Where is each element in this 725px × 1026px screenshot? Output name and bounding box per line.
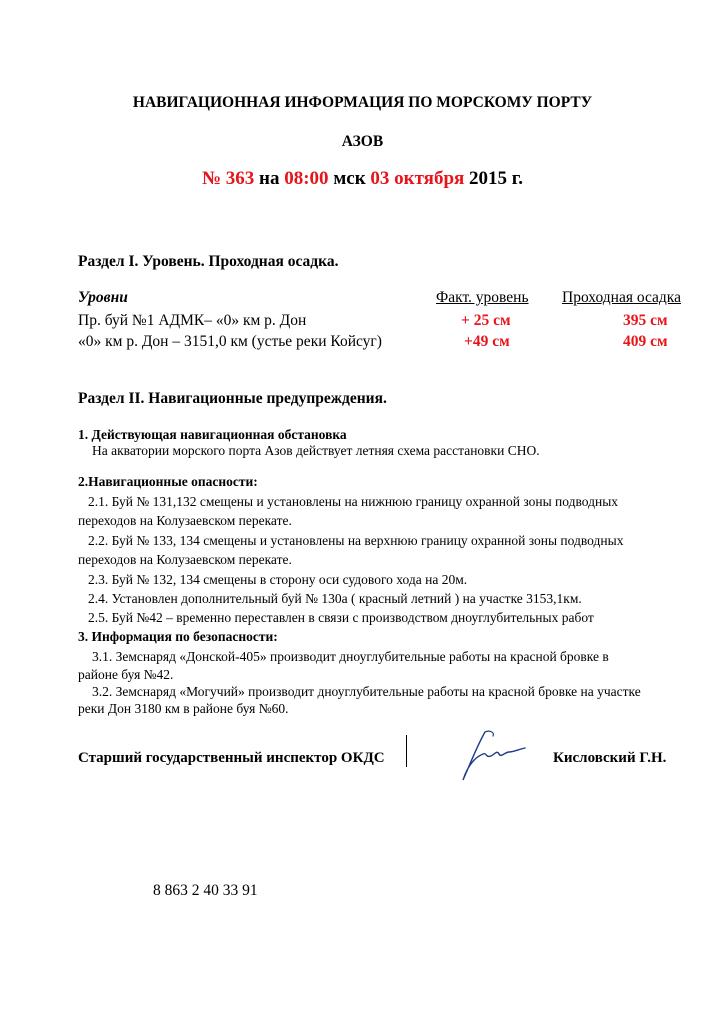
safety-3-2-line2: реки Дон 3180 км в районе буя №60. [78,701,289,716]
issue-on: на [259,168,280,189]
hazard-2-2-line1: 2.2. Буй № 133, 134 смещены и установлены на верхнюю границу охранной зоны подводных [88,533,624,548]
issue-year: 2015 г. [469,168,524,189]
nav-situation-text: На акватории морского порта Азов действует летняя схема расстановки СНО. [92,443,540,458]
section2-title: Раздел II. Навигационные предупреждения. [78,390,387,407]
port-name: АЗОВ [341,133,384,150]
actual-level-col-header: Факт. уровень [436,289,529,306]
nav-situation-heading: 1. Действующая навигационная обстановка [78,427,347,442]
issue-date: 03 октября [370,168,465,189]
contact-phone: 8 863 2 40 33 91 [153,882,258,899]
level-row-draft: 395 см [623,312,668,329]
issue-no-sign: № [201,168,222,189]
safety-3-1-line1: 3.1. Земснаряд «Донской-405» производит дноуглубительные работы на красной бровке в [92,649,609,664]
level-row-place: «0» км р. Дон – 3151,0 км (устье реки Койсуг) [78,333,382,350]
level-row-actual: +49 см [464,333,510,350]
signature-divider [406,735,407,767]
handwritten-signature [455,728,535,788]
section1-title: Раздел I. Уровень. Проходная осадка. [78,253,339,270]
nav-hazards-heading: 2.Навигационные опасности: [78,474,258,489]
hazard-2-1-line1: 2.1. Буй № 131,132 смещены и установлены на нижнюю границу охранной зоны подводных [88,494,619,509]
inspector-position: Старший государственный инспектор ОКДС [78,750,385,766]
document-title: НАВИГАЦИОННАЯ ИНФОРМАЦИЯ ПО МОРСКОМУ ПОРТУ [132,94,593,111]
safety-info-heading: 3. Информация по безопасности: [78,629,278,644]
level-row-draft: 409 см [623,333,668,350]
issue-time: 08:00 [284,168,329,189]
hazard-2-3: 2.3. Буй № 132, 134 смещены в сторону оси судового хода на 20м. [88,572,468,587]
hazard-2-1-line2: переходов на Колузаевском перекате. [78,513,292,528]
levels-col-header: Уровни [78,289,128,306]
issue-tz: мск [333,168,366,189]
level-row-place: Пр. буй №1 АДМК– «0» км р. Дон [78,312,307,329]
inspector-name: Кисловский Г.Н. [553,750,667,766]
hazard-2-2-line2: переходов на Колузаевском перекате. [78,552,292,567]
hazard-2-4: 2.4. Установлен дополнительный буй № 130а ( красный летний ) на участке 3153,1км. [88,591,582,606]
hazard-2-5: 2.5. Буй №42 – временно переставлен в связи с производством дноуглубительных работ [88,610,594,625]
level-row-actual: + 25 см [461,312,511,329]
issue-number: 363 [225,168,255,189]
draft-col-header: Проходная осадка [562,289,681,306]
issue-line [0,168,725,190]
safety-3-2-line1: 3.2. Земснаряд «Могучий» производит дноуглубительные работы на красной бровке на участке [92,684,641,699]
safety-3-1-line2: районе буя №42. [78,667,174,682]
